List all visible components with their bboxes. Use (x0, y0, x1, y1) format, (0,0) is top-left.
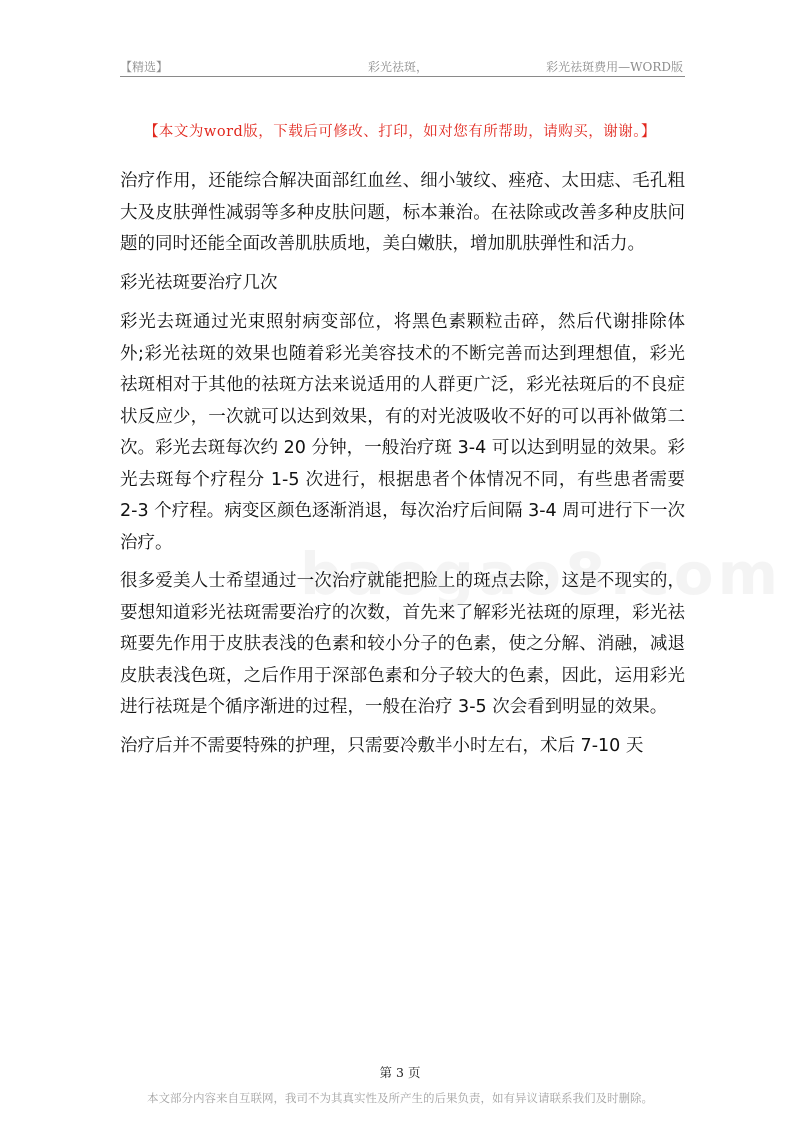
section-heading: 彩光祛斑要治疗几次 (120, 272, 278, 293)
page-header (120, 54, 685, 77)
page-number: 第 3 页 (379, 1065, 421, 1080)
document-body (120, 166, 685, 769)
download-notice: 【本文为word版，下载后可修改、打印，如对您有所帮助，请购买，谢谢。】 (143, 124, 657, 140)
paragraph: 治疗作用，还能综合解决面部红血丝、细小皱纹、痤疮、太田痣、毛孔粗大及皮肤弹性减弱等多种皮肤问题，标本兼治。在祛除或改善多种皮肤问题的同时还能全面改善肌肤质地，美白嫩肤，增加肌肤弹性和活力。 (120, 171, 685, 254)
paragraph: 治疗后并不需要特殊的护理，只需要冷敷半小时左右，术后 7-10 天 (120, 735, 644, 756)
paragraph: 彩光去斑通过光束照射病变部位，将黑色素颗粒击碎，然后代谢排除体外;彩光祛斑的效果也随着彩光美容技术的不断完善而达到理想值，彩光祛斑相对于其他的祛斑方法来说适用的人群更广泛，彩光祛斑后的不良症状反应少，一次就可以达到效果，有的对光波吸收不好的可以再补做第二次。彩光去斑每次约 20 分钟，一般治疗斑 3-4 可以达到明显的效果。彩光去斑每个疗程分 1-5 次进行，根据患者个体情况不同，有些患者需要 2-3 个疗程。病变区颜色逐渐消退，每次治疗后间隔 3-4 周可进行下一次治疗。 (120, 312, 685, 553)
page-footer-disclaimer: 本文部分内容来自互联网，我司不为其真实性及所产生的后果负责，如有异议请联系我们及时删除。 (147, 1091, 653, 1105)
paragraph: 很多爱美人士希望通过一次治疗就能把脸上的斑点去除，这是不现实的，要想知道彩光祛斑需要治疗的次数，首先来了解彩光祛斑的原理，彩光祛斑要先作用于皮肤表浅的色素和较小分子的色素，使之分解、消融，减退皮肤表浅色斑，之后作用于深部色素和分子较大的色素，因此，运用彩光进行祛斑是个循序渐进的过程，一般在治疗 3-5 次会看到明显的效果。 (120, 571, 685, 717)
header-left-label: 【精选】 (120, 60, 169, 74)
header-right-title: 彩光祛斑费用—WORD版 (546, 60, 683, 74)
header-center-title: 彩光祛斑， (368, 60, 429, 74)
